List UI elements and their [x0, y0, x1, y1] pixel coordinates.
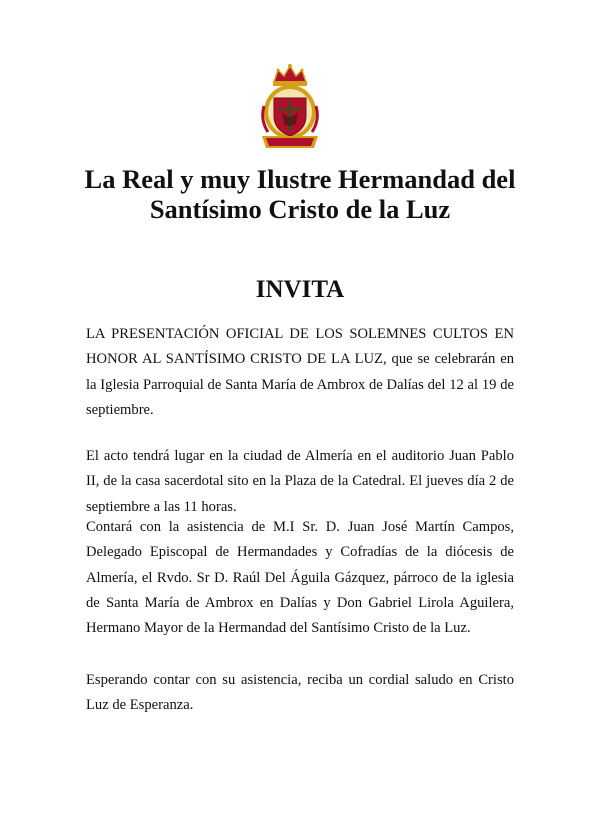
- paragraph-venue: El acto tendrá lugar en la ciudad de Almería en el auditorio Juan Pablo II, de la casa sacerdotal sito en la Plaza de la Catedral. El jueves día 2 de septiembre a las 11 horas.: [86, 448, 514, 515]
- invita-heading: INVITA: [255, 276, 345, 303]
- brotherhood-crest-logo: [252, 62, 328, 150]
- brotherhood-title: [40, 164, 560, 224]
- paragraph-presentation: LA PRESENTACIÓN OFICIAL DE LOS SOLEMNES CULTOS EN HONOR AL SANTÍSIMO CRISTO DE LA LUZ, que se celebrarán en la Iglesia Parroquial de Santa María de Ambrox de Dalías del 12 al 19 de septiembre.: [86, 326, 514, 418]
- paragraph-attendees: Contará con la asistencia de M.I Sr. D. Juan José Martín Campos, Delegado Episcopal de Hermandades y Cofradías de la diócesis de Almería, el Rvdo. Sr D. Raúl Del Águila Gázquez, párroco de la iglesia de Santa María de Ambrox en Dalías y Don Gabriel Lirola Aguilera, Hermano Mayor de la Hermandad del Santísimo Cristo de la Luz.: [86, 519, 514, 637]
- paragraph-closing: Esperando contar con su asistencia, reciba un cordial saludo en Cristo Luz de Esperanza.: [86, 672, 514, 714]
- crown-icon: [273, 64, 307, 86]
- title-line-2: Santísimo Cristo de la Luz: [149, 194, 451, 224]
- title-line-1: La Real y muy Ilustre Hermandad del: [84, 164, 516, 194]
